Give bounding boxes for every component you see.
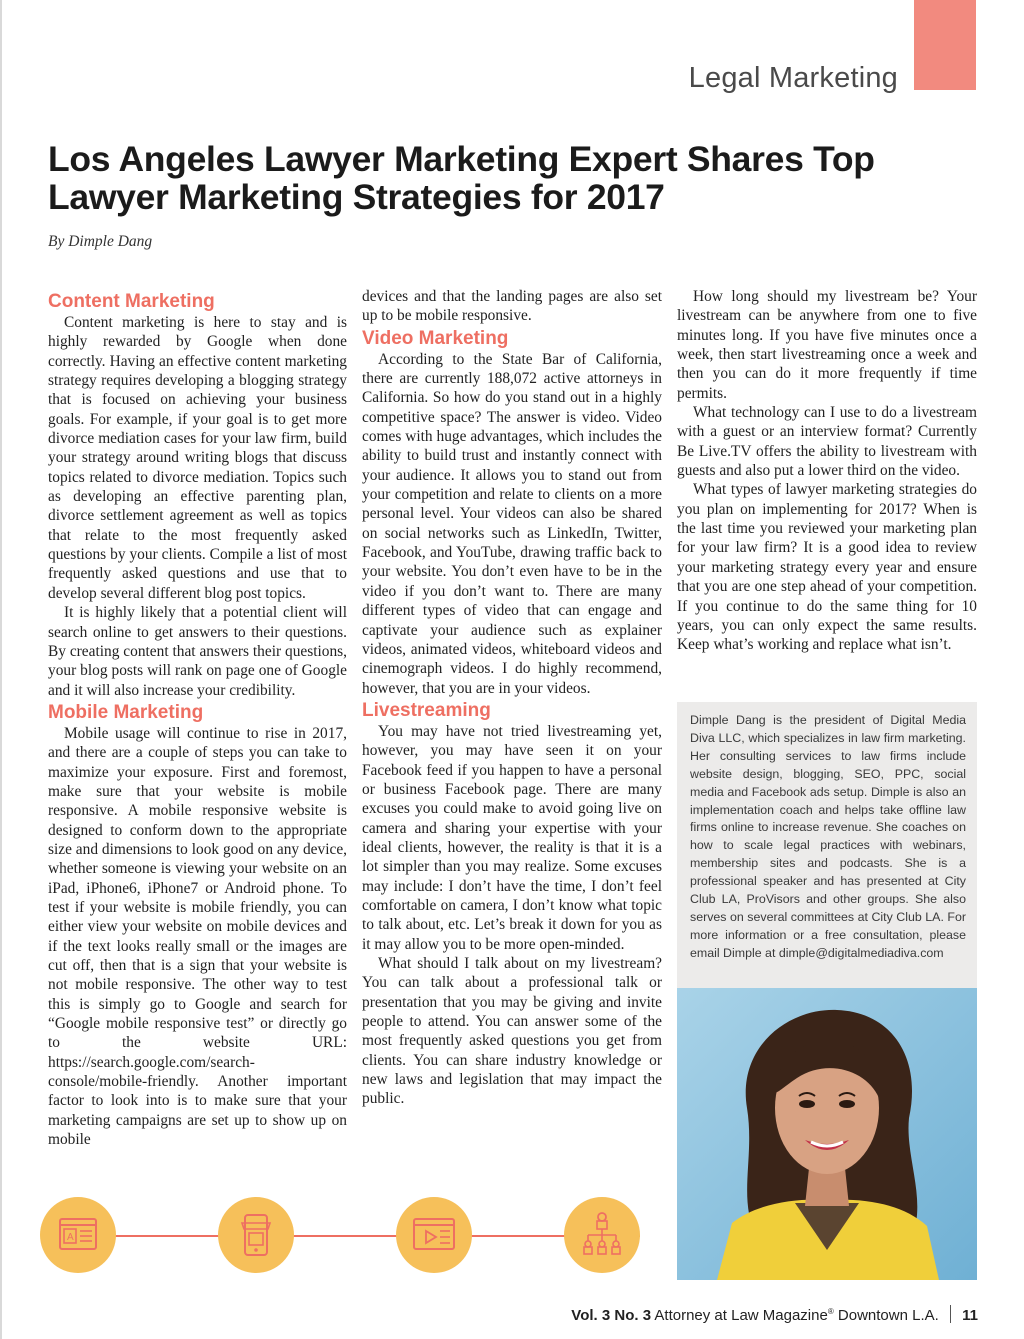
heading-video-marketing: Video Marketing — [362, 327, 509, 349]
footer-page-number: 11 — [962, 1307, 978, 1324]
heading-mobile-marketing: Mobile Marketing — [48, 701, 204, 723]
author-photo — [677, 988, 977, 1280]
footer-magazine: Attorney at Law Magazine — [654, 1307, 828, 1324]
footer-registered-mark: ® — [827, 1307, 834, 1316]
mobile-store-icon — [218, 1197, 294, 1273]
page-left-rule — [0, 0, 2, 1339]
svg-text:A: A — [67, 1232, 74, 1243]
paragraph: Mobile usage will continue to rise in 2017, and there are a couple of steps you can take to maximize your exposure. First and foremost, make sure that your website is mobile responsive. A mobile responsive website is designed to conform down to the appropriate size and dimensions to look good on any device, whether someone is viewing your website on an iPad, iPhone6, iPhone7 or Android phone. To test if your website is mobile friendly, you can either view your website on mobile devices and if the text looks really small or the images are cut off, then that is a sign that your website is not mobile responsive. The other way to test this is simply go to Google and search for “Google mobile responsive test” or directly go to the website URL: https://search.google.com/search-console/mobile-friendly. Another important factor to look into is to make sure that your marketing campaigns are set up to show up on mobile — [48, 724, 347, 1149]
paragraph: What should I talk about on my livestream? You can talk about a professional talk or presentation that you may be giving and invite people to attend. You can answer some of the most frequently asked questions you get from clients. You can share industry knowledge or new laws and legislation that may impact the public. — [362, 955, 662, 1108]
article-column-1 — [48, 289, 347, 1149]
heading-content-marketing: Content Marketing — [48, 291, 215, 312]
icons-connector-line — [80, 1235, 640, 1237]
article-title — [48, 140, 968, 216]
footer-edition: Downtown L.A. — [837, 1307, 939, 1324]
video-player-icon — [396, 1197, 472, 1273]
section-accent-block — [914, 0, 976, 90]
author-portrait-illustration — [677, 988, 977, 1280]
section-label: Legal Marketing — [688, 62, 898, 94]
org-chart-icon — [564, 1197, 640, 1273]
paragraph: It is highly likely that a potential client will search online to get answers to their questions. By creating content that answers their questions, your blog posts will rank on page one of Google and it will also increase your credibility. — [48, 604, 347, 699]
article-column-2 — [362, 287, 662, 1109]
article-column-3 — [677, 287, 977, 655]
paragraph: According to the State Bar of California, there are currently 188,072 active attorneys in California. So how do you stand out in a highly competitive space? The answer is video. Video comes with huge advantages, which includes the ability to build trust and instantly connect with your audience. It allows you to stand out from your competition and relate to clients on a more personal level. Your videos can also be shared on social networks such as LinkedIn, Twitter, Facebook, and YouTube, drawing traffic back to your website. You don’t even have to be in the video if you don’t want to. There are many different types of video that can engage and captivate your audience such as explainer videos, animated videos, whiteboard videos and cinemograph videos. I do highly recommend, however, that you are in your videos. — [362, 350, 662, 697]
heading-livestreaming: Livestreaming — [362, 699, 491, 721]
paragraph: What types of lawyer marketing strategies do you plan on implementing for 2017? When is the last time you reviewed your marketing plan for your law firm? It is a good idea to review your marketing strategy every year and ensure that you are one step ahead of your competition. If you continue to do the same thing for 10 years, you can only expect the same results. Keep what’s working and replace what isn’t. — [677, 481, 977, 654]
content-web-icon — [40, 1197, 116, 1273]
article-title-line2: Lawyer Marketing Strategies for 2017 — [48, 177, 665, 217]
article-byline: By Dimple Dang — [48, 233, 153, 250]
article-title-line1: Los Angeles Lawyer Marketing Expert Shares Top — [48, 139, 875, 179]
paragraph: You may have not tried livestreaming yet, however, you may have seen it on your Facebook feed if you happen to have a personal or business Facebook page. There are many excuses you could make to avoid going live on camera and sharing your expertise with your ideal clients, however, the reality is that it is a lot simpler than you may realize. Some excuses may include: I don’t have the time, I don’t feel comfortable on camera, I don’t know what topic to talk about, etc. Let’s break it down for you as it may allow you to be more open-minded. — [362, 722, 662, 953]
footer-separator — [950, 1305, 951, 1323]
paragraph: What technology can I use to do a livestream with a guest or an interview format? Currently Be Live.TV offers the ability to livestream with guests and also put a lower third on the video. — [677, 404, 977, 480]
footer-volume: Vol. 3 No. 3 — [571, 1307, 652, 1324]
author-bio-text: Dimple Dang is the president of Digital Media Diva LLC, which specializes in law firm marketing. Her consulting services to law firms include website design, blogging, SEO, PPC, social media and Facebook ads setup. Dimple is also an implementation coach and helps take offline law firms online to increase revenue. She coaches on how to scale legal practices with webinars, membership sites and podcasts. She is a professional speaker and has presented at City Club LA, ProVisors and other groups. She also serves on several committees at City Club LA. For more information or a free consultation, please email Dimple at dimple@digitalmediadiva.com — [690, 713, 966, 960]
page-footer — [0, 1305, 978, 1324]
paragraph: devices and that the landing pages are also set up to be mobile responsive. — [362, 288, 662, 325]
paragraph: Content marketing is here to stay and is highly rewarded by Google when done correctly. Having an effective content marketing strategy requires developing a blogging strategy that is focused on achieving your business goals. For example, if your goal is to get more divorce mediation cases for your law firm, build your strategy around writing blogs that discuss topics related to divorce mediation. Topics such as developing an effective parenting plan, divorce settlement agreement as well as topics that relate to the most frequently asked questions by your clients. Compile a list of most frequently asked questions and use that to develop several different blog post topics. — [48, 314, 347, 602]
topic-icons-strip — [40, 1197, 660, 1277]
paragraph: How long should my livestream be? Your livestream can be anywhere from one to five minutes long. If you have five minutes once a week, then start livestreaming once a week and then you can do it more frequently if time permits. — [677, 288, 977, 402]
